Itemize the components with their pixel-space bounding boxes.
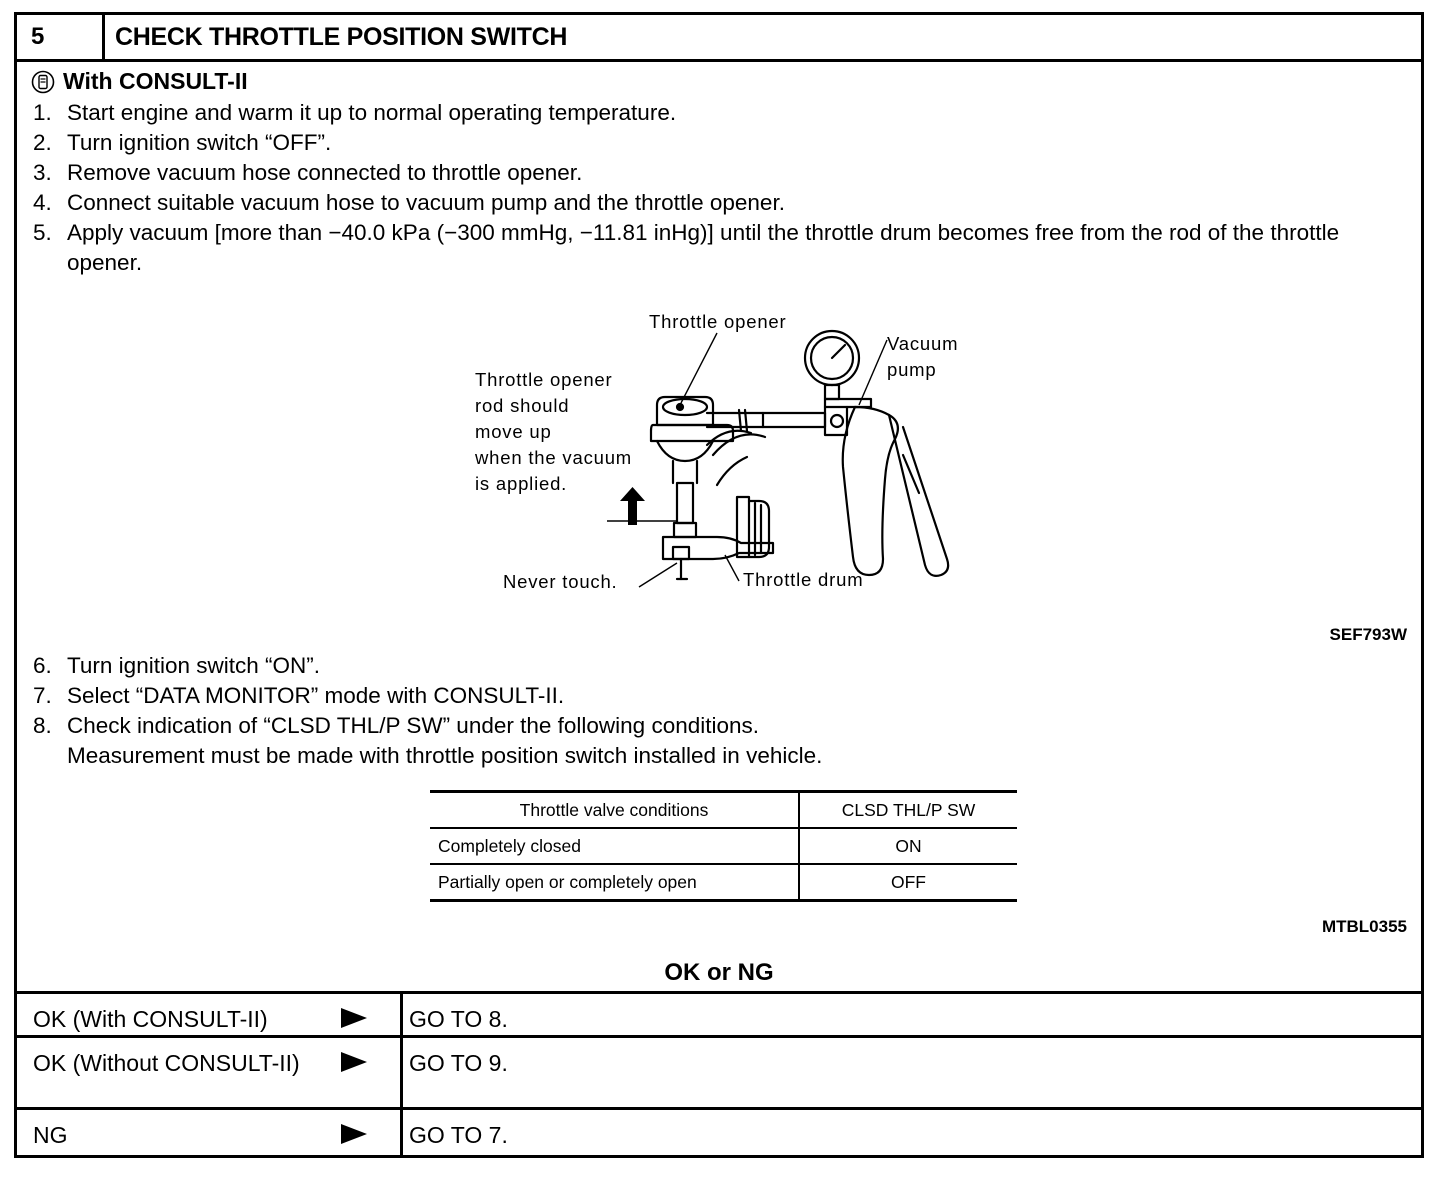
step-number: 5: [17, 15, 105, 59]
result-action: GO TO 7.: [409, 1122, 508, 1148]
step-text: Connect suitable vacuum hose to vacuum pump and the throttle opener.: [67, 190, 785, 215]
result-row: [17, 991, 1421, 1038]
table-code: MTBL0355: [1321, 917, 1407, 936]
figure-code: SEF793W: [1329, 625, 1407, 644]
result-divider: [400, 991, 403, 1158]
step-title: CHECK THROTTLE POSITION SWITCH: [115, 23, 568, 51]
table-cell: OFF: [799, 864, 1017, 901]
arrow-up-icon: [620, 487, 645, 525]
result-condition: OK (With CONSULT-II): [33, 1006, 268, 1032]
step-number: 5.: [33, 220, 52, 245]
label-vacuum-pump-line1: Vacuum: [887, 333, 959, 354]
step-number: 8.: [33, 713, 52, 738]
step-item: [33, 681, 1413, 711]
step-text: Turn ignition switch “ON”.: [67, 653, 320, 678]
label-rod-line1: Throttle opener: [475, 369, 613, 390]
table-row: [430, 828, 1017, 864]
steps-list-b: [33, 651, 1413, 771]
table-cell: ON: [799, 828, 1017, 864]
label-vacuum-pump-line2: pump: [887, 359, 937, 380]
step-text: Check indication of “CLSD THL/P SW” under the following conditions.: [67, 713, 760, 738]
step-text: Select “DATA MONITOR” mode with CONSULT-II.: [67, 683, 565, 708]
table-header: Throttle valve conditions: [430, 792, 799, 829]
table-header-row: [430, 792, 1017, 829]
label-never-touch: Never touch.: [503, 571, 618, 592]
step-text: Measurement must be made with throttle position switch installed in vehicle.: [67, 743, 823, 768]
label-rod-line5: is applied.: [475, 473, 568, 494]
step-number: 3.: [33, 160, 52, 185]
table-header: CLSD THL/P SW: [799, 792, 1017, 829]
step-number: 4.: [33, 190, 52, 215]
result-action: GO TO 8.: [409, 1006, 508, 1032]
table-cell: Completely closed: [430, 828, 799, 864]
consult-label: With CONSULT-II: [63, 68, 248, 94]
step-number: 6.: [33, 653, 52, 678]
step-text: Turn ignition switch “OFF”.: [67, 130, 332, 155]
step-item: [33, 741, 1413, 771]
right-arrow-icon: [339, 1050, 369, 1074]
result-row: [17, 1035, 1421, 1110]
result-action: GO TO 9.: [409, 1050, 508, 1076]
label-throttle-opener: Throttle opener: [649, 311, 787, 332]
step-item: [33, 711, 1413, 741]
label-rod-line4: when the vacuum: [475, 447, 633, 468]
right-arrow-icon: [339, 1006, 369, 1030]
step-number: 2.: [33, 130, 52, 155]
step-item: [33, 651, 1413, 681]
step-number: 1.: [33, 100, 52, 125]
step-number: 7.: [33, 683, 52, 708]
label-rod-line3: move up: [475, 421, 552, 442]
result-condition: NG: [33, 1122, 68, 1148]
table-row: [430, 864, 1017, 901]
result-title: OK or NG: [664, 959, 774, 986]
result-row: [17, 1107, 1421, 1158]
label-throttle-drum: Throttle drum: [743, 569, 864, 590]
right-arrow-icon: [339, 1122, 369, 1146]
procedure-box: [14, 12, 1424, 1158]
step-text: Apply vacuum [more than −40.0 kPa (−300 mmHg, −11.81 inHg)] until the throttle drum becomes free from the rod of the throttle opener.: [67, 220, 1340, 275]
step-number: [33, 741, 67, 771]
step-text: Remove vacuum hose connected to throttle opener.: [67, 160, 583, 185]
label-rod-line2: rod should: [475, 395, 570, 416]
condition-table: [430, 790, 1017, 902]
result-condition: OK (Without CONSULT-II): [33, 1050, 300, 1076]
table-cell: Partially open or completely open: [430, 864, 799, 901]
step-text: Start engine and warm it up to normal operating temperature.: [67, 100, 677, 125]
